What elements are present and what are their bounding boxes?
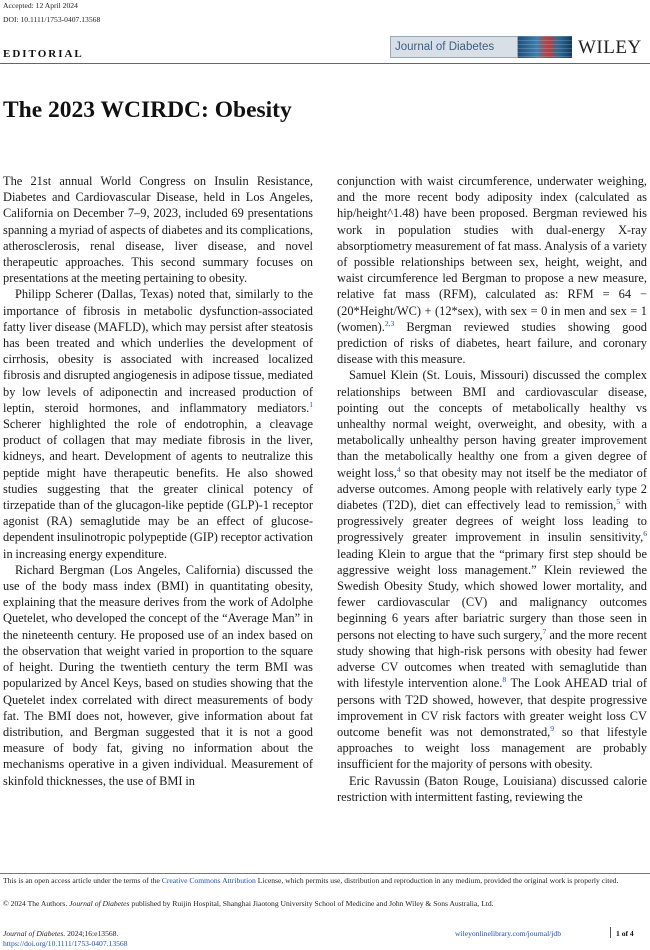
paragraph-text: Bergman reviewed studies showing good prediction of risks of diabetes, heart failure, and coronary disease with this measure. bbox=[337, 319, 647, 367]
paragraph-text: and the more recent study showing that high-risk persons with obesity had fewer adverse CV outcomes when treated with semaglutide than with lifestyle intervention alone. bbox=[337, 627, 647, 691]
footer-separator bbox=[610, 927, 611, 938]
journal-logo-graphic bbox=[518, 36, 572, 58]
reference-link[interactable]: 4 bbox=[396, 464, 401, 474]
paragraph-text: The 21st annual World Congress on Insulin Resistance, Diabetes and Cardiovascular Disease, held in Los Angeles, California on December 7–9, 2023, included 69 presentations spanning a myriad of aspects of diabetes and its complications, atherosclerosis, renal disease, liver disease, and novel therapeutic approaches. This second summary focuses on presentations at the meeting pertaining to obesity. bbox=[3, 174, 313, 286]
article-title: The 2023 WCIRDC: Obesity bbox=[3, 97, 292, 123]
copyright-text: published by Ruijin Hospital, Shanghai Jiaotong University School of Medicine and John Wiley & Sons Australia, Ltd. bbox=[129, 899, 494, 908]
paragraph-text: with progressively greater degrees of weight loss leading to progressively greater improvement in insulin sensitivity, bbox=[337, 498, 647, 545]
paragraph-text: Samuel Klein (St. Louis, Missouri) discussed the complex relationships between BMI and cardiovascular disease, pointing out the concepts of metabolically healthy vs unhealthy normal weight, overweight, and obesity, with a metabolically unhealthy person having greater improvement than the metabolically healthy one from a given degree of weight loss, bbox=[337, 368, 647, 480]
license-link[interactable]: Creative Commons Attribution bbox=[161, 876, 256, 885]
paragraph-text: Scherer highlighted the role of endotrophin, a cleavage product of collagen that may mediate fibrosis in the liver, kidneys, and heart. Development of agents to neutralize this peptide might have therapeutic benefits. He also showed studies suggesting that the greater clinical potency of tirzepatide than of the glucagon-like peptide (GLP)-1 receptor agonist (RA) semaglutide may be an effect of glucose-dependent insulinotropic polypeptide (GIP) receptor activation in increasing energy expenditure. bbox=[3, 417, 313, 561]
paragraph-text: leading Klein to argue that the “primary first step should be aggressive weight loss management.” Klein reviewed the Swedish Obesity Study, which showed lower mortality, and fewer cardiovascular (CV) and malignancy outcomes beginning 6 years after bariatric surgery than those seen in persons not electing to have such surgery, bbox=[337, 546, 647, 642]
copyright-notice bbox=[3, 899, 494, 909]
paragraph-ravussin bbox=[337, 773, 647, 805]
paragraph-text: so that lifestyle approaches to weight loss management are probably insufficient for the majority of persons with obesity. bbox=[337, 724, 647, 772]
journal-logo[interactable] bbox=[390, 36, 572, 58]
paragraph-scherer bbox=[3, 286, 313, 561]
citation-volume: 2024;16:e13568. bbox=[65, 929, 119, 938]
journal-site-link[interactable]: wileyonlinelibrary.com/journal/jdb bbox=[455, 929, 562, 938]
reference-link[interactable]: 8 bbox=[502, 675, 507, 685]
doi-header: DOI: 10.1111/1753-0407.13568 bbox=[3, 15, 101, 24]
right-column bbox=[337, 173, 647, 868]
citation bbox=[3, 929, 118, 939]
paragraph-bergman bbox=[3, 562, 313, 789]
license-text: License, which permits use, distribution and reproduction in any medium, provided the original work is properly cited. bbox=[255, 876, 619, 885]
paragraph-text: Richard Bergman (Los Angeles, California) discussed the use of the body mass index (BMI) in quantitating obesity, explaining that the measure derives from the work of Adolphe Quetelet, who developed the concept of the “Average Man” in the nineteenth century. He proposed use of an index based on the observation that weight varied in proportion to the square of height. During the twentieth century the term BMI was popularized by Ancel Keys, based on studies showing that the Quetelet index correlated with direct measurements of body fat. The BMI does not, however, give information about fat distribution, and Bergman suggested that it is not a good measure of body fat, giving no information about the mechanisms operative in a given individual. Measurement of skinfold thicknesses, the use of BMI in bbox=[3, 562, 313, 788]
header-divider bbox=[0, 63, 650, 64]
page-number: 1 of 4 bbox=[616, 929, 634, 938]
paragraph-bergman-cont bbox=[337, 173, 647, 367]
left-column bbox=[3, 173, 313, 868]
paragraph-text: Philipp Scherer (Dallas, Texas) noted that, similarly to the importance of fibrosis in metabolic dysfunction-associated fatty liver disease (MAFLD), which may persist after steatosis has been treated and which underlies the development of cirrhosis, obesity is associated with increased localized fibrosis and disrupted angiogenesis in adipose tissue, mediated by low levels of adiponectin and increased production of leptin, steroid hormones, and inflammatory mediators. bbox=[3, 287, 313, 415]
paragraph-intro bbox=[3, 173, 313, 286]
doi-link[interactable]: https://doi.org/10.1111/1753-0407.13568 bbox=[3, 939, 128, 948]
paragraph-text: so that obesity may not itself be the mediator of adverse outcomes. Among people with relatively early type 2 diabetes (T2D), diet can effectively lead to remission, bbox=[337, 465, 647, 513]
reference-link[interactable]: 7 bbox=[542, 626, 547, 636]
paragraph-klein bbox=[337, 367, 647, 772]
publisher-logo[interactable]: WILEY bbox=[578, 37, 642, 58]
license-text: This is an open access article under the terms of the bbox=[3, 876, 162, 885]
license-notice bbox=[3, 876, 647, 886]
citation-journal: Journal of Diabetes. bbox=[3, 929, 66, 938]
reference-link[interactable]: 5 bbox=[616, 496, 621, 506]
reference-link[interactable]: 9 bbox=[550, 723, 555, 733]
footer-divider bbox=[0, 873, 650, 874]
copyright-journal: Journal of Diabetes bbox=[69, 899, 130, 908]
section-label: EDITORIAL bbox=[3, 48, 84, 60]
paragraph-text: conjunction with waist circumference, underwater weighing, and the more recent body adiposity index (calculated as hip/height^1.48) have been proposed. Bergman reviewed his work in population studies with dual-energy X-ray absorptiometry measurement of fat mass. Analysis of a variety of possible relationships between sex, height, weight, and waist circumference led Bergman to propose a new measure, relative fat mass (RFM), calculated as: RFM = 64 − (20*Height/WC) + (12*sex), with sex = 0 in men and sex = 1 (women). bbox=[337, 174, 647, 334]
journal-logo-text: Journal of Diabetes bbox=[390, 36, 518, 58]
reference-link[interactable]: 2,3 bbox=[384, 318, 395, 328]
reference-link[interactable]: 1 bbox=[309, 399, 313, 409]
reference-link[interactable]: 6 bbox=[643, 529, 647, 539]
paragraph-text: Eric Ravussin (Baton Rouge, Louisiana) discussed calorie restriction with intermittent fasting, reviewing the bbox=[337, 773, 647, 804]
paragraph-text: The Look AHEAD trial of persons with T2D showed, however, that despite progressive improvement in CV risk factors with greater weight loss CV outcome benefit was not demonstrated, bbox=[337, 676, 647, 739]
copyright-text: © 2024 The Authors. bbox=[3, 899, 70, 908]
accepted-date: Accepted: 12 April 2024 bbox=[3, 1, 78, 10]
